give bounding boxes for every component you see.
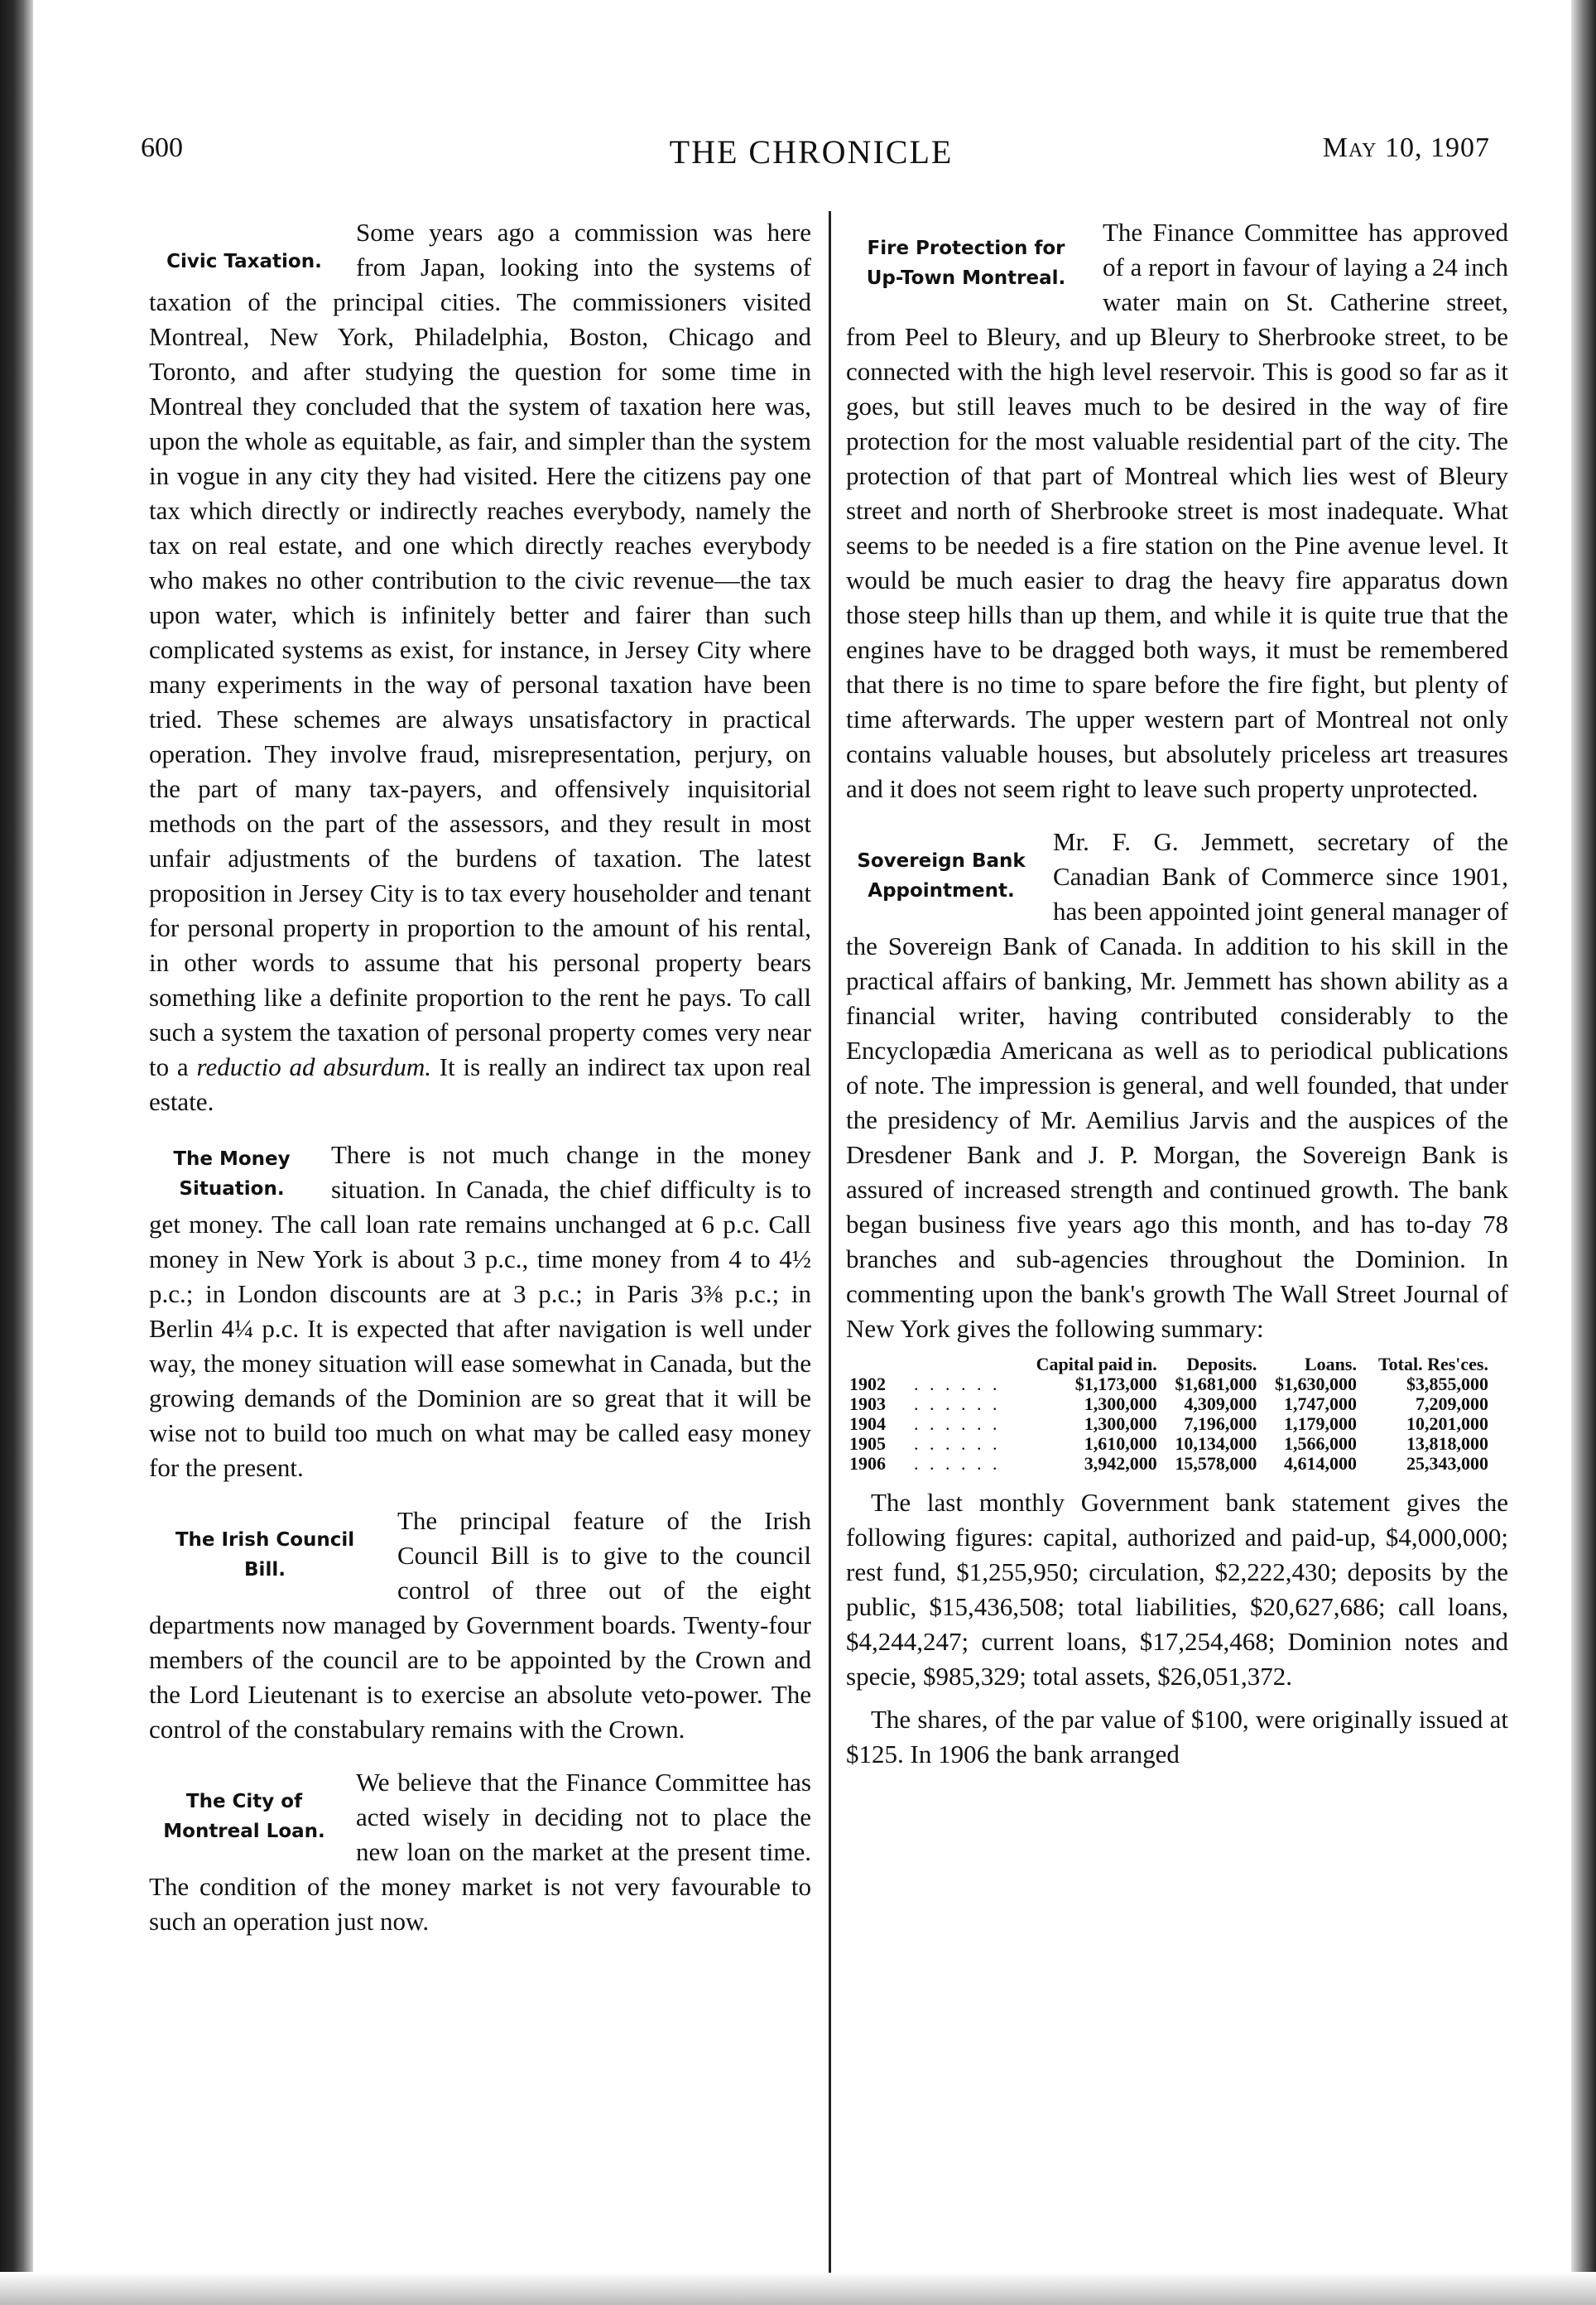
article-sovereign-bank: [846, 825, 1508, 1772]
article-fire-protection: [846, 215, 1508, 806]
italic-phrase: reductio ad absurdum.: [196, 1052, 431, 1081]
article-body: There is not much change in the money situation. In Canada, the chief difficulty is to get money. The call loan rate remains unchanged at 6 p.c. Call money in New York is about 3 p.c., time money from 4 to 4½ p.c.; in London discounts are at 3 p.c.; in Paris 3⅜ p.c.; in Berlin 4¼ p.c. It is expected that after navigation is well under way, the money situation will ease somewhat in Canada, but the growing demands of the Dominion are so great that it will be wise not to build too much on what may be called easy money for the present.: [149, 1140, 811, 1482]
table-cell: 4,309,000: [1184, 1393, 1257, 1414]
table-cell: 15,578,000: [1175, 1453, 1257, 1474]
table-header: Capital paid in.: [1036, 1354, 1157, 1374]
table-header: [846, 1355, 911, 1374]
article-body: The Finance Committee has approved of a report in favour of laying a 24 inch water main on St. Catherine street, from Peel to Bleury, and up Bleury to Sherbrooke street, to be connected with the high level reservoir. This is good so far as it goes, but still leaves much to be desired in the way of fire protection for the most valuable residential part of the city. The protection of that part of Montreal which lies west of Bleury street and north of Sherbrooke street is most inadequate. What seems to be needed is a fire station on the Pine avenue level. It would be much easier to drag the heavy fire apparatus down those steep hills than up them, and while it is quite true that the engines have to be dragged both ways, it must be remembered that there is no time to spare before the fire fight, but plenty of time afterwards. The upper western part of Montreal not only contains valuable houses, but absolutely priceless art treasures and it does not seem right to leave such property unprotected.: [846, 218, 1508, 803]
sidehead-montreal-loan: The City of Montreal Loan.: [163, 1791, 325, 1842]
sidehead-sovereign-bank: Sovereign Bank Appointment.: [857, 850, 1026, 902]
table-cell: 1906: [849, 1453, 886, 1474]
left-column: [149, 215, 811, 1957]
table-leader-dots: . . . . . .: [914, 1374, 1001, 1394]
table-row: [846, 1414, 1492, 1434]
table-cell: 7,196,000: [1184, 1413, 1257, 1434]
bank-growth-table: [846, 1355, 1508, 1474]
journal-title: THE CHRONICLE: [669, 133, 954, 171]
article-civic-taxation: [149, 215, 811, 1119]
table-cell: 1,300,000: [1084, 1413, 1157, 1434]
table-header: Deposits.: [1186, 1354, 1257, 1374]
table-row: [846, 1434, 1492, 1454]
page-edge-shadow: [1571, 0, 1596, 2305]
table-leader-dots: . . . . . .: [914, 1393, 1001, 1414]
page-header: [132, 132, 1490, 182]
table-cell: 1,300,000: [1084, 1393, 1157, 1414]
table-cell: 1,610,000: [1084, 1433, 1157, 1454]
sidehead-money-situation: The Money Situation.: [173, 1148, 291, 1200]
article-montreal-loan: [149, 1765, 811, 1939]
table-cell: 10,201,000: [1406, 1413, 1488, 1434]
table-cell: 4,614,000: [1283, 1453, 1357, 1474]
table-cell: 3,942,000: [1084, 1453, 1157, 1474]
table-row: [846, 1454, 1492, 1474]
table-cell: 1905: [849, 1433, 886, 1454]
table-leader-dots: . . . . . .: [914, 1433, 1001, 1454]
table-cell: 1903: [849, 1393, 886, 1414]
article-body: Some years ago a commission was here from Japan, looking into the systems of taxation of the principal cities. The commissioners visited Montreal, New York, Philadelphia, Boston, Chicago and Toronto, and after studying the question for some time in Montreal they concluded that the system of taxation here was, upon the whole as equitable, as fair, and simpler than the system in vogue in any city they had visited. Here the citizens pay one tax which directly or indirectly reaches everybody, namely the tax on real estate, and one which directly reaches everybody who makes no other contribution to the civic revenue—the tax upon water, which is infinitely better and fairer than such complicated systems as exist, for instance, in Jersey City where many experiments in the way of personal taxation have been tried. These schemes are always unsatisfactory in practical operation. They involve fraud, misrepresentation, perjury, on the part of many tax-payers, and offensively inquisitorial methods on the part of the assessors, and they result in most unfair adjustments of the burdens of taxation. The latest proposition in Jersey City is to tax every householder and tenant for personal property in proportion to the amount of his rental, in other words to assume that his personal property bears something like a definite proportion to the rent he pays. To call such a system the taxation of personal property comes very near to a reductio ad absurdum. It is really an indirect tax upon real estate.: [149, 218, 811, 1116]
table-cell: 1,179,000: [1283, 1413, 1357, 1434]
growth-summary-table: [846, 1355, 1492, 1474]
table-header: Total. Res'ces.: [1377, 1354, 1488, 1374]
article-irish-council: [149, 1504, 811, 1747]
issue-date: May 10, 1907: [1322, 132, 1490, 163]
article-body: Mr. F. G. Jemmett, secretary of the Canadian Bank of Commerce since 1901, has been appointed joint general manager of the Sovereign Bank of Canada. In addition to his skill in the practical affairs of banking, Mr. Jemmett has shown ability as a financial writer, having contributed considerably to the Encyclopædia Americana as well as to periodical publications of note. The impression is general, and well founded, that under the presidency of Mr. Aemilius Jarvis and the auspices of the Dresdener Bank and J. P. Morgan, the Sovereign Bank is assured of increased strength and continued growth. The bank began business five years ago this month, and has to-day 78 branches and sub-agencies throughout the Dominion. In commenting upon the bank's growth The Wall Street Journal of New York gives the following summary:: [846, 827, 1508, 1343]
table-cell: 13,818,000: [1406, 1433, 1488, 1454]
table-leader-dots: . . . . . .: [914, 1413, 1001, 1434]
sidehead-fire-protection: Fire Protection for Up-Town Montreal.: [866, 238, 1066, 289]
article-body: We believe that the Finance Committee has acted wisely in deciding not to place the new loan on the market at the present time. The condition of the money market is not very favourable to such an operation just now.: [149, 1768, 811, 1936]
table-row: [846, 1374, 1492, 1394]
page-bottom-edge: [0, 2272, 1596, 2305]
table-cell: $1,681,000: [1175, 1374, 1257, 1394]
table-cell: 1904: [849, 1413, 886, 1434]
table-header: Loans.: [1305, 1354, 1357, 1374]
article-body: The last monthly Government bank statement gives the following figures: capital, authorized and paid-up, $4,000,000; rest fund, $1,255,950; circulation, $2,222,430; deposits by the public, $15,436,508; total liabilities, $20,627,686; call loans, $4,244,247; current loans, $17,254,468; Dominion notes and specie, $985,329; total assets, $26,051,372.: [846, 1488, 1508, 1691]
article-money-situation: [149, 1138, 811, 1485]
right-column: [846, 215, 1508, 1790]
table-cell: 10,134,000: [1175, 1433, 1257, 1454]
table-cell: $3,855,000: [1406, 1374, 1488, 1394]
column-divider: [829, 211, 831, 2273]
table-leader-dots: . . . . . .: [914, 1453, 1001, 1474]
table-cell: 1902: [849, 1374, 886, 1394]
table-cell: 7,209,000: [1416, 1393, 1488, 1414]
page-number: 600: [141, 132, 183, 163]
sidehead-irish-council: The Irish Council Bill.: [175, 1529, 355, 1581]
table-header-spacer: [911, 1355, 1017, 1374]
table-header-row: [846, 1355, 1492, 1374]
table-cell: $1,173,000: [1074, 1374, 1157, 1394]
sidehead-civic-taxation: Civic Taxation.: [166, 251, 322, 272]
table-row: [846, 1394, 1492, 1414]
article-body: The shares, of the par value of $100, were originally issued at $125. In 1906 the bank arranged: [846, 1705, 1508, 1768]
table-cell: $1,630,000: [1274, 1374, 1357, 1394]
table-cell: 25,343,000: [1406, 1453, 1488, 1474]
article-body: The principal feature of the Irish Council Bill is to give to the council control of three out of the eight departments now managed by Government boards. Twenty-four members of the council are to be appointed by the Crown and the Lord Lieutenant is to exercise an absolute veto-power. The control of the constabulary remains with the Crown.: [149, 1506, 811, 1744]
book-binding-shadow: [0, 0, 33, 2305]
table-cell: 1,747,000: [1283, 1393, 1357, 1414]
newspaper-page: [132, 124, 1523, 2277]
table-cell: 1,566,000: [1283, 1433, 1357, 1454]
